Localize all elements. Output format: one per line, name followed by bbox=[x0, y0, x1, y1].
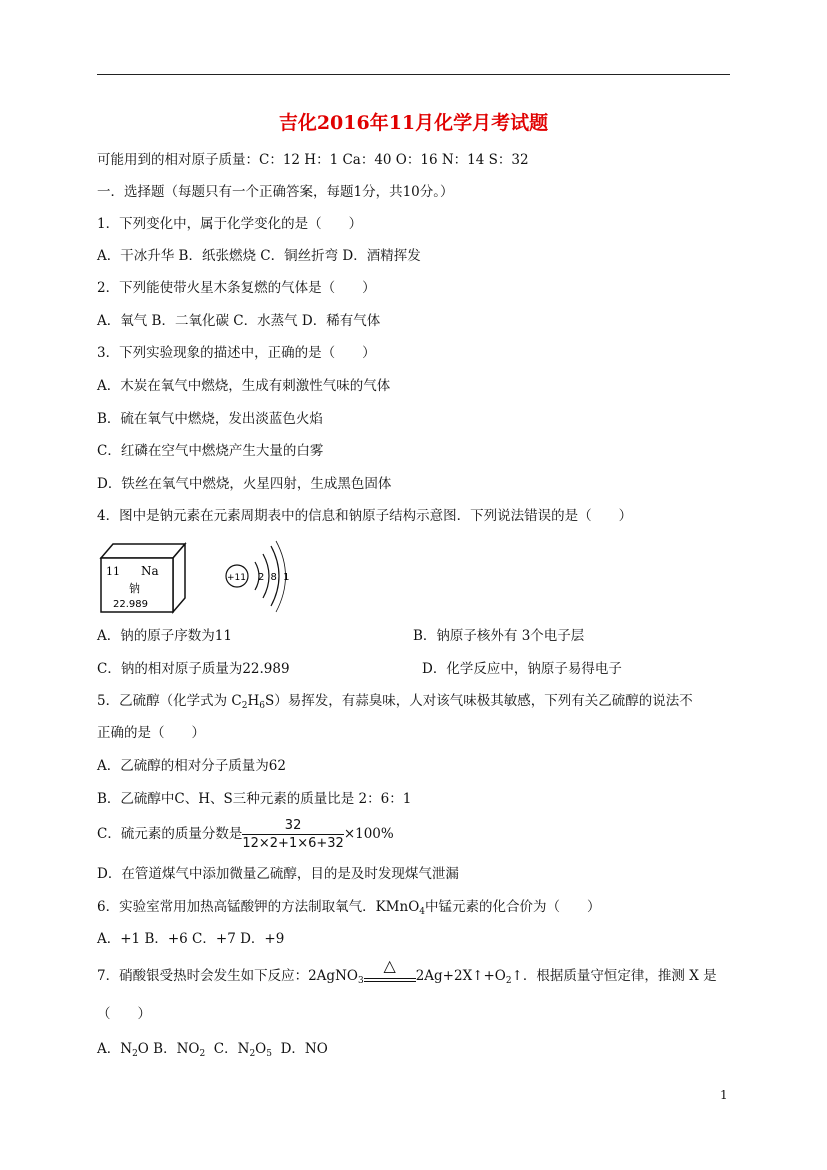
q3-option-c: C．红磷在空气中燃烧产生大量的白雾 bbox=[97, 443, 324, 459]
q7-stem-line2: （ ） bbox=[97, 1006, 151, 1022]
q5-option-c: C．硫元素的质量分数是 $\frac{32}{12\times 2+1\times 6+32}$ ×100% bbox=[97, 818, 394, 851]
q3-option-a: A．木炭在氧气中燃烧，生成有刺激性气味的气体 bbox=[97, 378, 391, 394]
q5-option-b: B．乙硫醇中C、H、S三种元素的质量比是 2：6：1 bbox=[97, 791, 412, 807]
header-rule bbox=[97, 74, 730, 75]
q5-option-a: A．乙硫醇的相对分子质量为62 bbox=[97, 758, 286, 774]
page-title: 吉化2016年11月化学月考试题 bbox=[278, 112, 549, 134]
q7-options: A．$N_2O$ B．$NO_2$ C．$N_2O_5$ D．NO bbox=[97, 1041, 328, 1059]
q2-options: A．氧气 B．二氧化碳 C．水蒸气 D．稀有气体 bbox=[97, 313, 381, 329]
reaction-condition: △ bbox=[364, 972, 416, 982]
q6-stem: 6．实验室常用加热高锰酸钾的方法制取氧气．KMnO$_4$中锰元素的化合价为（ ） bbox=[97, 899, 601, 917]
q5-stem-line2: 正确的是（ ） bbox=[97, 725, 205, 741]
q4-option-a: A．钠的原子序数为11 bbox=[97, 628, 232, 644]
q1-options: A．干冰升华 B．纸张燃烧 C．铜丝折弯 D．酒精挥发 bbox=[97, 248, 421, 264]
q5-stem-line1: 5．乙硫醇（化学式为 $C_2H_6S$）易挥发，有蒜臭味，人对该气味极其敏感，下列有关乙硫醇的说法不 bbox=[97, 693, 693, 711]
q6-options: A．+1 B．+6 C．+7 D．+9 bbox=[97, 931, 285, 947]
q3-option-d: D．铁丝在氧气中燃烧，火星四射，生成黑色固体 bbox=[97, 476, 392, 492]
q4-option-c: C．钠的相对原子质量为22.989 bbox=[97, 661, 290, 677]
q2-stem: 2．下列能使带火星木条复燃的气体是（ ） bbox=[97, 280, 376, 296]
element-number: 11 bbox=[106, 565, 120, 578]
element-symbol: Na bbox=[141, 564, 159, 578]
q4-option-b: B．钠原子核外有 3个电子层 bbox=[413, 628, 585, 644]
sodium-figure bbox=[97, 538, 317, 622]
element-mass: 22.989 bbox=[113, 599, 148, 610]
atomic-masses: 可能用到的相对原子质量：C：12 H：1 Ca：40 O：16 N：14 S：32 bbox=[97, 152, 529, 168]
q4-option-d: D．化学反应中，钠原子易得电子 bbox=[422, 661, 622, 677]
q5-option-d: D．在管道煤气中添加微量乙硫醇，目的是及时发现煤气泄漏 bbox=[97, 866, 459, 882]
sulfur-fraction: $\frac{32}{12\times 2+1\times 6+32}$ bbox=[242, 818, 344, 851]
q1-stem: 1．下列变化中，属于化学变化的是（ ） bbox=[97, 216, 363, 232]
nucleus-charge: +11 bbox=[227, 573, 246, 583]
section-heading: 一．选择题（每题只有一个正确答案，每题1分，共10分。） bbox=[97, 184, 454, 200]
q7-stem: 7．硝酸银受热时会发生如下反应：2AgNO$_3$ △ $2Ag+2X↑+O_2↑$．根据质量守恒定律，推测 X 是 bbox=[97, 956, 717, 986]
q3-stem: 3．下列实验现象的描述中，正确的是（ ） bbox=[97, 345, 376, 361]
q4-stem: 4．图中是钠元素在元素周期表中的信息和钠原子结构示意图．下列说法错误的是（ ） bbox=[97, 508, 633, 524]
q3-option-b: B．硫在氧气中燃烧，发出淡蓝色火焰 bbox=[97, 411, 323, 427]
electron-shells: 2 8 1 bbox=[258, 572, 290, 583]
element-name: 钠 bbox=[129, 582, 140, 595]
page-number: 1 bbox=[720, 1088, 728, 1102]
